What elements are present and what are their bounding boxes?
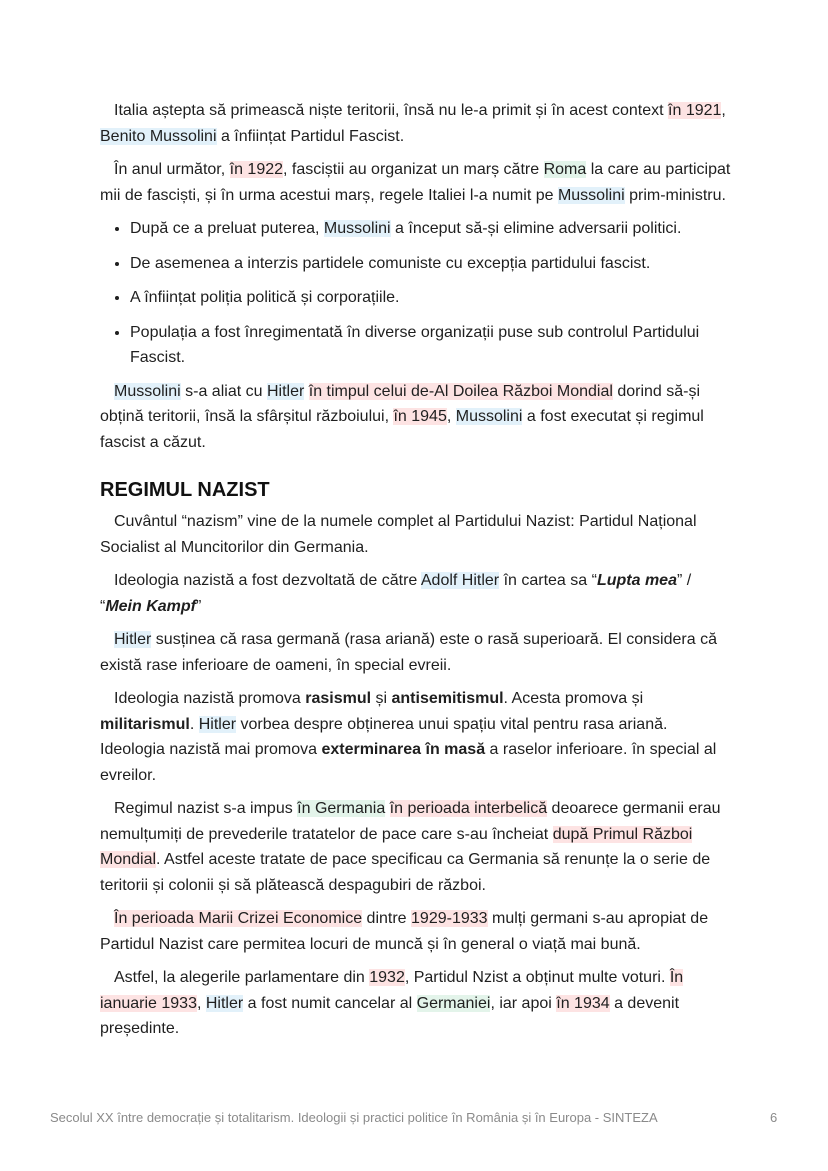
text: dorind să-și obțină teritorii, însă la sfârșitul războiului, — [100, 382, 701, 425]
text: Ideologia nazistă a fost dezvoltată de către — [114, 572, 421, 589]
highlight-person: Hitler — [266, 382, 305, 400]
paragraph-elections — [100, 965, 732, 1042]
highlight-date: în 1921 — [668, 102, 722, 119]
text: , Partidul Nzist a obținut multe voturi. — [404, 969, 670, 986]
text: Regimul nazist s-a impus — [114, 800, 298, 817]
paragraph-aryan-race — [100, 627, 732, 678]
text: vorbea despre obținerea unui spațiu vital pentru rasa ariană. Ideologia nazistă mai promova — [100, 715, 668, 758]
text: . — [189, 715, 199, 733]
book-title: Lupta mea — [596, 572, 677, 589]
text: Astfel, la alegerile parlamentare din — [114, 969, 370, 986]
highlight-date: În ianuarie 1933 — [100, 969, 684, 1012]
paragraph-ideology — [100, 686, 732, 788]
text: prim-ministru. — [624, 186, 726, 204]
text: După ce a preluat puterea, — [130, 220, 324, 237]
highlight-place: Germaniei — [416, 994, 491, 1012]
text — [385, 800, 389, 817]
highlight-person: Benito Mussolini — [100, 127, 217, 145]
text: ” / “ — [100, 572, 692, 615]
highlight-person: Mussolini — [114, 382, 181, 400]
text: Italia aștepta să primească niște teritorii, însă nu le-a primit și în acest context — [114, 102, 669, 119]
highlight-person: Hitler — [198, 715, 237, 733]
highlight-period: În perioada Marii Crizei Economice — [114, 910, 363, 927]
text: în cartea sa “ — [499, 572, 597, 589]
text: dintre — [362, 910, 412, 927]
paragraph-italy-1921 — [100, 98, 732, 149]
text: . Astfel aceste tratate de pace specificau ca Germania să renunțe la o serie de teritorii și colonii și să plătească despagubiri de război. — [100, 851, 711, 894]
text: susținea că rasa germană (rasa ariană) este o rasă superioară. El considera că există rase inferioare de oameni, în special evreii. — [100, 631, 717, 674]
highlight-date: 1932 — [369, 969, 405, 986]
highlight-date: în 1934 — [556, 994, 610, 1012]
page-number: 6 — [770, 1110, 778, 1125]
document-page — [100, 98, 732, 1050]
highlight-person: Hitler — [205, 994, 244, 1012]
text: deoarece germanii erau nemulțumiți de prevederile tratatelor de pace care s-au încheiat — [100, 800, 721, 843]
page-footer: Secolul XX între democrație și totalitarism. Ideologii și practici politice în România și în Europa - SINTEZA — [50, 1110, 658, 1125]
bullet-list — [100, 216, 732, 371]
text: a înființat Partidul Fascist. — [216, 127, 405, 145]
list-item: • Populația a fost înregimentată în diverse organizații puse sub controlul Partidului Fascist. — [130, 320, 732, 371]
highlight-person: Mussolini — [323, 220, 391, 237]
highlight-person: Adolf Hitler — [420, 572, 500, 589]
book-title: Mein Kampf — [105, 597, 196, 615]
paragraph-nazism-definition: Cuvântul “nazism” vine de la numele complet al Partidului Nazist: Partidul Național Socialist al Muncitorilor din Germania. — [100, 513, 697, 556]
highlight-person: Mussolini — [455, 408, 523, 425]
highlight-period: în timpul celui de-Al Doilea Război Mondial — [308, 382, 613, 400]
text: Ideologia nazistă promova — [114, 690, 306, 707]
section-heading: REGIMUL NAZIST — [100, 479, 270, 501]
text: a început să-și elimine adversarii politici. — [390, 220, 682, 237]
bold-term: rasismul — [305, 690, 372, 707]
highlight-period: după Primul Război Mondial — [100, 825, 693, 868]
highlight-person: Mussolini — [557, 186, 625, 204]
text: , iar apoi — [490, 994, 557, 1012]
paragraph-march-on-rome — [100, 157, 732, 208]
paragraph-mussolini-hitler — [100, 379, 732, 456]
highlight-place: în Germania — [297, 800, 386, 817]
list-item: • De asemenea a interzis partidele comuniste cu excepția partidului fascist. — [130, 251, 732, 277]
text: , — [721, 102, 726, 119]
text: , — [196, 994, 206, 1012]
highlight-date: în 1945 — [393, 408, 447, 425]
list-item: • A înființat poliția politică și corporațiile. — [130, 285, 732, 311]
list-item — [130, 216, 732, 242]
highlight-date: 1929-1933 — [411, 910, 488, 927]
text: , fasciștii au organizat un marș către — [283, 161, 544, 178]
highlight-person: Hitler — [114, 631, 152, 648]
text: a devenit președinte. — [100, 994, 680, 1037]
text: s-a aliat cu — [180, 382, 267, 400]
bold-term: exterminarea în masă — [321, 741, 486, 758]
paragraph-mein-kampf — [100, 568, 732, 619]
text: . Acesta promova și — [503, 690, 644, 707]
text: a raselor inferioare. în special al evreilor. — [100, 741, 717, 784]
text: la care au participat mii de fasciști, și în urma acestui marș, regele Italiei l-a numit pe — [100, 161, 731, 204]
paragraph-great-depression — [100, 906, 732, 957]
paragraph-nazi-regime-germany — [100, 796, 732, 898]
text: a fost numit cancelar al — [243, 994, 417, 1012]
highlight-period: în perioada interbelică — [389, 800, 548, 817]
text: și — [371, 690, 392, 707]
bold-term: militarismul — [100, 715, 190, 733]
highlight-date: în 1922 — [229, 161, 284, 178]
text: a fost executat și regimul fascist a căzut. — [100, 408, 704, 451]
bold-term: antisemitismul — [391, 690, 504, 707]
text: , — [446, 408, 456, 425]
text: ” — [196, 597, 202, 615]
text: În anul următor, — [114, 161, 230, 178]
text: mulți germani s-au apropiat de Partidul Nazist care permitea locuri de muncă și în general o viață mai bună. — [100, 910, 709, 953]
highlight-place: Roma — [543, 161, 587, 178]
